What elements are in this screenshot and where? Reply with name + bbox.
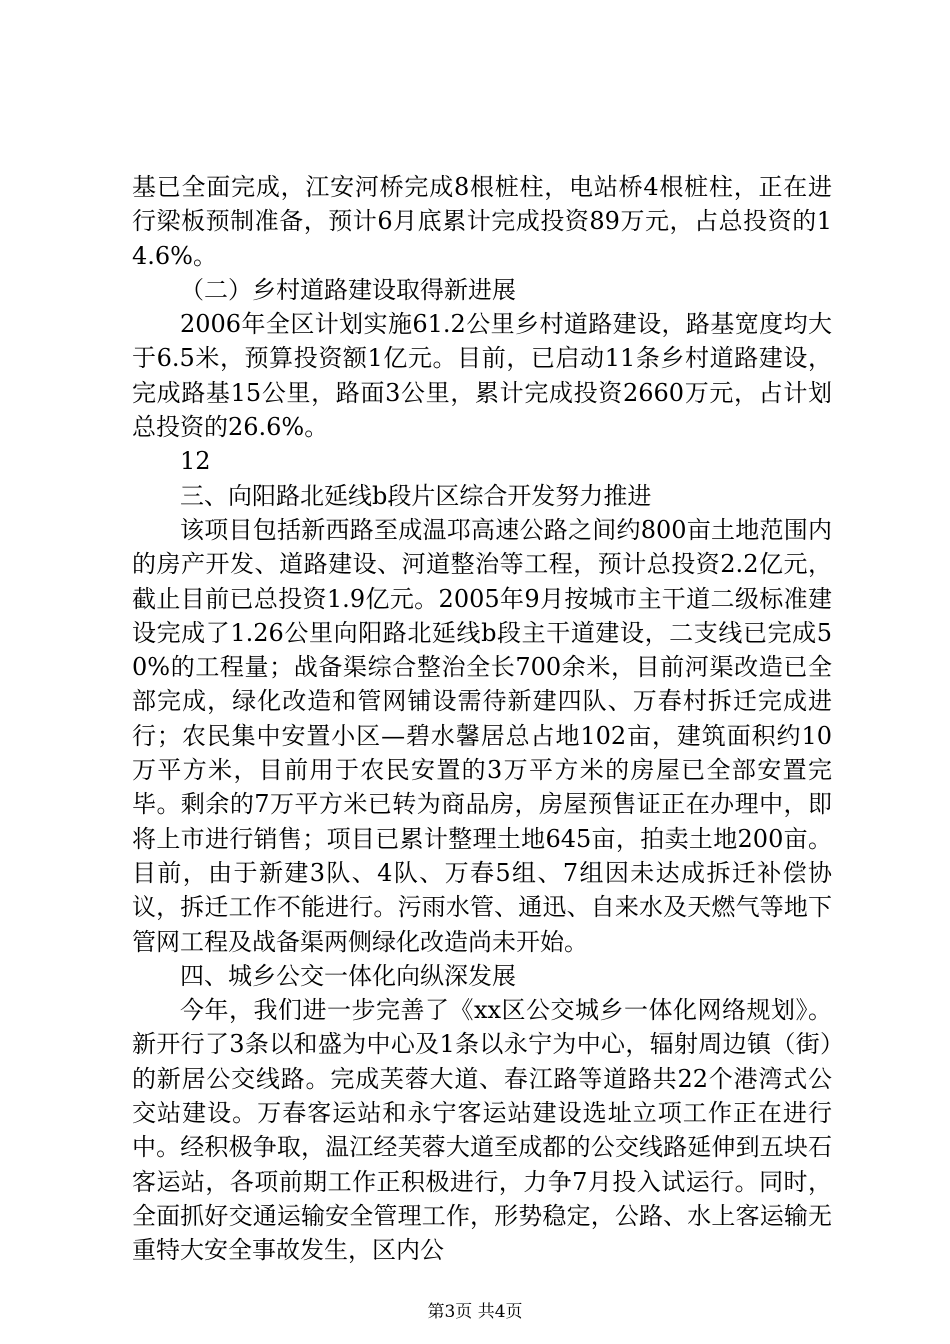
document-body	[132, 170, 832, 1268]
paragraph: 基已全面完成，江安河桥完成8根桩柱，电站桥4根桩柱，正在进行梁板预制准备，预计6月底累计完成投资89万元，占总投资的14.6%。	[132, 173, 832, 270]
section-heading: （二）乡村道路建设取得新进展	[180, 275, 516, 304]
paragraph: 12	[180, 447, 211, 476]
paragraph: 2006年全区计划实施61.2公里乡村道路建设，路基宽度均大于6.5米，预算投资额1亿元。目前，已启动11条乡村道路建设，完成路基15公里，路面3公里，累计完成投资2660万元，占计划总投资的26.6%。	[132, 310, 832, 442]
section-heading: 四、城乡公交一体化向纵深发展	[180, 961, 516, 990]
paragraph: 该项目包括新西路至成温邛高速公路之间约800亩土地范围内的房产开发、道路建设、河道整治等工程，预计总投资2.2亿元，截止目前已总投资1.9亿元。2005年9月按城市主干道二级标准建设完成了1.26公里向阳路北延线b段主干道建设，二支线已完成50%的工程量；战备渠综合整治全长700余米，目前河渠改造已全部完成，绿化改造和管网铺设需待新建四队、万春村拆迁完成进行；农民集中安置小区—碧水馨居总占地102亩，建筑面积约10万平方米，目前用于农民安置的3万平方米的房屋已全部安置完毕。剩余的7万平方米已转为商品房，房屋预售证正在办理中，即将上市进行销售；项目已累计整理土地645亩，拍卖土地200亩。目前，由于新建3队、4队、万春5组、7组因未达成拆迁补偿协议，拆迁工作不能进行。污雨水管、通迅、自来水及天燃气等地下管网工程及战备渠两侧绿化改造尚未开始。	[132, 515, 832, 956]
page-footer: 第3页 共4页	[427, 1302, 523, 1322]
paragraph: 今年，我们进一步完善了《xx区公交城乡一体化网络规划》。新开行了3条以和盛为中心及1条以永宁为中心，辐射周边镇（街）的新居公交线路。完成芙蓉大道、春江路等道路共22个港湾式公交站建设。万春客运站和永宁客运站建设选址立项工作正在进行中。经积极争取，温江经芙蓉大道至成都的公交线路延伸到五块石客运站，各项前期工作正积极进行，力争7月投入试运行。同时，全面抓好交通运输安全管理工作，形势稳定，公路、水上客运输无重特大安全事故发生，区内公	[132, 996, 832, 1265]
section-heading: 三、向阳路北延线b段片区综合开发努力推进	[180, 481, 652, 510]
